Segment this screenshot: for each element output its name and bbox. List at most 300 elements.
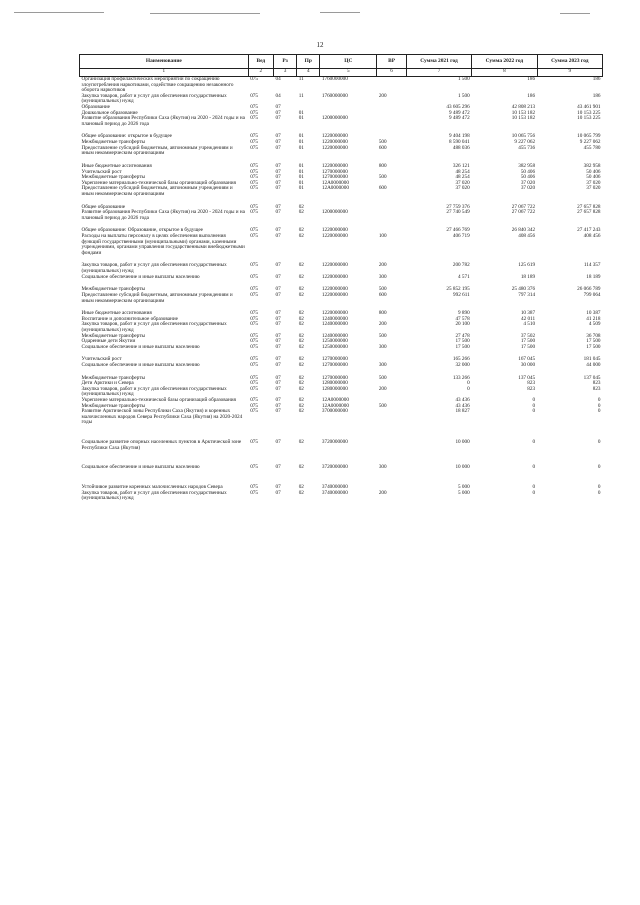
column-index: 5	[320, 69, 377, 77]
row-pr: 02	[298, 286, 304, 293]
row-sum-2023: 17 500	[586, 343, 601, 350]
row-sum-2022: 27 067 722	[511, 209, 536, 216]
row-sum-2022: 25 480 376	[511, 286, 536, 293]
row-pr: 02	[298, 315, 304, 322]
row-cs: 1220000000	[321, 273, 348, 280]
row-pr: 01	[298, 174, 304, 181]
row-vr	[377, 77, 407, 94]
row-sum-2021: 48 254	[455, 168, 470, 175]
column-index: 1	[80, 69, 249, 77]
row-rz: 07	[275, 374, 281, 381]
row-cs: 3720000000	[321, 464, 348, 471]
row-sum-2021: 5 000	[458, 483, 470, 490]
row-rz: 07	[275, 273, 281, 280]
row-sum-2022: 823	[527, 385, 536, 392]
row-name: Расходы на выплаты персоналу в целях обеспечения выполнения функций государственными (муниципальными) органами, казенными учреждениями, органами управления государственными внебюджетными фондами	[81, 233, 245, 256]
row-name: Развитие образования Республики Саха (Якутия) на 2020 - 2024 годы и на плановый период до 2026 года	[81, 209, 245, 221]
row-name: Межбюджетные трансферты	[81, 374, 146, 381]
row-ved: 075	[250, 310, 258, 317]
row-cs: 1220000000	[321, 310, 348, 317]
row-sum-2022: 10 065 756	[511, 133, 536, 140]
row-sum-2023: 0	[597, 483, 601, 490]
row-ved: 075	[250, 361, 258, 368]
row-ved: 075	[250, 162, 258, 169]
row-cs: 1250000000	[321, 343, 348, 350]
table-row	[80, 363, 603, 369]
column-index: 7	[406, 69, 471, 77]
row-name: Социальное обеспечение и иные выплаты населению	[81, 361, 200, 368]
row-pr: 01	[298, 139, 304, 146]
row-sum-2021: 1 500	[458, 76, 470, 82]
row-rz: 07	[275, 139, 281, 146]
row-ved: 075	[250, 144, 258, 151]
column-index: 4	[297, 69, 320, 77]
row-sum-2021: 4 571	[458, 273, 470, 280]
row-ved: 075	[250, 227, 258, 234]
row-ved: 075	[250, 343, 258, 350]
row-spacer-cell	[80, 451, 603, 458]
row-ved: 075	[250, 489, 258, 496]
scan-artifact	[560, 13, 590, 14]
row-pr: 11	[298, 92, 304, 99]
row-sum-2021: 17 500	[455, 338, 470, 345]
row-cs: 3740000000	[321, 489, 348, 496]
row-sum-2021: 9 890	[458, 310, 470, 317]
row-ved: 075	[250, 291, 258, 298]
row-sum-2022: 26 840 342	[511, 227, 536, 234]
row-sum-2021: 17 500	[455, 343, 470, 350]
table-row	[80, 322, 603, 333]
header-sum-2021: Сумма 2021 год	[406, 55, 471, 69]
row-sum-2021: 5 000	[458, 489, 470, 496]
row-sum-2022: 50 406	[520, 168, 536, 175]
row-rz: 07	[275, 233, 281, 240]
row-vr: 800	[378, 310, 387, 317]
row-cs: 1220000000	[321, 233, 348, 240]
row-ved: 075	[250, 185, 258, 192]
row-sum-2021: 27 478	[455, 332, 470, 339]
row-sum-2022: 17 500	[520, 338, 536, 345]
row-sum-2022: 27 067 722	[511, 203, 536, 210]
row-sum-2021: 32 000	[455, 361, 470, 368]
row-ved: 075	[250, 315, 258, 322]
row-sum-2022: 0	[532, 402, 536, 409]
row-name: Иные бюджетные ассигнования	[81, 310, 152, 317]
row-rz: 07	[275, 361, 281, 368]
row-cs: 1200000000	[321, 115, 348, 122]
row-sum-2023: 0	[597, 489, 601, 496]
row-sum-2023: 36 708	[586, 332, 601, 339]
header-rz: Рз	[274, 55, 297, 69]
row-sum-2021: 9 489 472	[448, 115, 470, 122]
row-vr: 300	[378, 361, 387, 368]
row-sum-2023: 27 657 828	[577, 203, 601, 210]
row-pr: 02	[298, 203, 304, 210]
row-spacer	[80, 451, 603, 458]
table-row	[80, 440, 603, 451]
row-cs: 1270000000	[321, 168, 348, 175]
table-row	[80, 186, 603, 197]
row-sum-2023: 0	[597, 397, 601, 404]
row-ved: 075	[250, 338, 258, 345]
row-sum-2021: 326 121	[452, 162, 470, 169]
row-name: Учительский рост	[81, 356, 122, 363]
row-sum-2022: 0	[532, 483, 536, 490]
row-name: Развитие Арктической зоны Республики Саха (Якутия) и коренных малочисленных народов Севера Республики Саха (Якутия) на 2020-2024 годы	[81, 408, 243, 426]
row-vr	[377, 409, 407, 426]
scan-artifact	[14, 12, 104, 13]
row-name: Общее образование: Образование, открытое в будущее	[81, 227, 203, 234]
row-ved: 075	[250, 397, 258, 404]
column-index: 3	[274, 69, 297, 77]
column-index: 2	[248, 69, 273, 77]
row-sum-2023: 0	[597, 464, 601, 471]
row-sum-2022: 137 045	[518, 374, 536, 381]
row-cs: 1220000000	[321, 286, 348, 293]
row-rz: 07	[275, 380, 281, 387]
row-sum-2021: 0	[467, 380, 470, 387]
table-row	[80, 234, 603, 256]
row-pr: 02	[298, 227, 304, 234]
row-sum-2023: 799 064	[583, 291, 601, 298]
row-cs: 1270000000	[321, 174, 348, 181]
row-cs: 3700000000	[321, 408, 348, 415]
row-rz: 07	[275, 343, 281, 350]
row-name: Укрепление материально-технической базы организаций образования	[81, 179, 236, 186]
row-pr: 02	[298, 233, 304, 240]
row-ved: 075	[250, 115, 258, 122]
row-sum-2023: 186	[592, 76, 601, 82]
header-ved: Вед	[248, 55, 273, 69]
row-cs: 1220000000	[321, 162, 348, 169]
row-sum-2022: 10 387	[520, 310, 536, 317]
row-sum-2023: 137 045	[583, 374, 601, 381]
row-sum-2021: 27 466 769	[446, 227, 470, 234]
row-pr: 11	[298, 76, 304, 82]
row-vr: 800	[378, 162, 387, 169]
row-sum-2021: 25 852 195	[446, 286, 470, 293]
row-ved: 075	[250, 209, 258, 216]
row-ved: 075	[250, 203, 258, 210]
row-pr: 02	[298, 439, 304, 446]
header-sum-2023: Сумма 2023 год	[537, 55, 602, 69]
row-vr: 200	[378, 321, 387, 328]
table-row	[80, 77, 603, 94]
row-spacer-cell	[80, 426, 603, 433]
row-sum-2022: 37 020	[520, 185, 536, 192]
row-pr: 02	[298, 310, 304, 317]
row-pr: 02	[298, 343, 304, 350]
row-vr: 200	[378, 385, 387, 392]
row-sum-2022: 18 189	[520, 273, 536, 280]
row-cs: 12А0000000	[321, 185, 349, 192]
row-sum-2022: 167 045	[518, 356, 536, 363]
row-cs: 1200000000	[321, 209, 348, 216]
column-index: 6	[377, 69, 407, 77]
row-sum-2023: 18 189	[586, 273, 601, 280]
row-name: Общее образование	[81, 203, 126, 210]
row-ved: 075	[250, 321, 258, 328]
row-pr: 02	[298, 483, 304, 490]
row-ved: 075	[250, 133, 258, 140]
row-name: Укрепление материально-технической базы организаций образования	[81, 397, 236, 404]
header-name: Наименование	[80, 55, 249, 69]
row-pr: 01	[298, 179, 304, 186]
row-rz: 07	[275, 489, 281, 496]
row-name: Предоставление субсидий бюджетным, автономным учреждениям и иным некоммерческим организациям	[81, 144, 233, 157]
row-sum-2021: 406 719	[452, 233, 470, 240]
row-sum-2021: 20 100	[455, 321, 470, 328]
row-name: Социальное развитие опорных населенных пунктов в Арктической зоне Республики Саха (Якутия)	[81, 439, 242, 451]
row-cs: 12А0000000	[321, 179, 349, 186]
row-rz: 07	[275, 104, 281, 111]
row-vr: 600	[378, 291, 387, 298]
row-vr: 300	[378, 343, 387, 350]
row-rz: 07	[275, 109, 281, 116]
row-pr: 02	[298, 273, 304, 280]
row-pr: 01	[298, 115, 304, 122]
row-ved: 075	[250, 109, 258, 116]
row-vr: 200	[378, 262, 387, 269]
row-name: Социальное обеспечение и иные выплаты населению	[81, 273, 200, 280]
row-name: Развитие образования Республики Саха (Якутия) на 2020 - 2024 годы и на плановый период до 2026 года	[81, 115, 245, 127]
row-vr: 500	[378, 374, 387, 381]
table-row	[80, 275, 603, 281]
row-vr	[377, 116, 407, 127]
row-sum-2021: 8 590 041	[448, 139, 470, 146]
row-ved: 075	[250, 262, 258, 269]
row-rz: 07	[275, 397, 281, 404]
row-vr	[377, 440, 407, 451]
table-row	[80, 263, 603, 274]
row-sum-2021: 37 020	[455, 185, 470, 192]
row-sum-2022: 37 020	[520, 179, 536, 186]
row-cs: 1270000000	[321, 374, 348, 381]
header-pr: Пр	[297, 55, 320, 69]
row-cs: 3740000000	[321, 483, 348, 490]
column-index: 9	[537, 69, 602, 77]
row-name: Общее образование: открытое в будущее	[81, 133, 172, 140]
row-pr: 02	[298, 209, 304, 216]
table-header-row	[80, 55, 603, 69]
row-name: Одаренные дети Якутии	[81, 338, 136, 345]
page-number: 12	[316, 41, 324, 49]
row-ved: 075	[250, 385, 258, 392]
row-cs: 1220000000	[321, 227, 348, 234]
row-vr: 200	[378, 92, 387, 99]
row-sum-2021: 43 436	[455, 397, 470, 404]
row-ved: 075	[250, 139, 258, 146]
row-sum-2023: 823	[592, 385, 601, 392]
row-ved: 075	[250, 174, 258, 181]
row-pr: 02	[298, 321, 304, 328]
row-ved: 075	[250, 286, 258, 293]
row-sum-2021: 1 500	[458, 92, 470, 99]
table-row	[80, 146, 603, 157]
row-sum-2021: 992 611	[453, 291, 470, 298]
row-pr: 02	[298, 361, 304, 368]
row-name: Межбюджетные трансферты	[81, 402, 146, 409]
row-sum-2023: 0	[597, 439, 601, 446]
row-sum-2023: 408 456	[583, 233, 601, 240]
row-sum-2023: 10 153 225	[577, 115, 601, 122]
row-sum-2023: 0	[597, 402, 601, 409]
row-cs: 1270000000	[321, 361, 348, 368]
row-name: Закупка товаров, работ и услуг для обеспечения государственных (муниципальных) нужд	[81, 489, 227, 502]
row-pr: 01	[298, 162, 304, 169]
row-ved: 075	[250, 464, 258, 471]
row-vr	[377, 210, 407, 221]
row-sum-2023: 37 020	[586, 185, 601, 192]
row-spacer	[80, 471, 603, 478]
row-sum-2023: 10 065 799	[577, 133, 601, 140]
row-sum-2022: 125 619	[518, 262, 536, 269]
row-name: Межбюджетные трансферты	[81, 174, 146, 181]
row-name: Дошкольное образование	[81, 109, 138, 116]
row-cs: 1220000000	[321, 144, 348, 151]
row-name: Образование	[81, 104, 110, 111]
row-rz: 07	[275, 321, 281, 328]
row-rz: 07	[275, 174, 281, 181]
row-sum-2021: 37 020	[455, 179, 470, 186]
budget-table	[79, 54, 603, 502]
row-sum-2022: 0	[532, 397, 536, 404]
row-ved: 075	[250, 92, 258, 99]
header-vr: ВР	[377, 55, 407, 69]
row-sum-2023: 44 000	[586, 361, 601, 368]
row-vr: 500	[378, 139, 387, 146]
row-vr: 500	[378, 402, 387, 409]
row-rz: 07	[275, 408, 281, 415]
row-pr: 02	[298, 380, 304, 387]
row-sum-2023: 41 218	[586, 315, 601, 322]
row-ved: 075	[250, 374, 258, 381]
row-pr: 01	[298, 144, 304, 151]
row-sum-2021: 488 036	[452, 144, 470, 151]
row-sum-2023: 50 406	[586, 174, 601, 181]
row-sum-2023: 26 066 789	[577, 286, 601, 293]
row-pr: 01	[298, 133, 304, 140]
row-rz: 07	[275, 203, 281, 210]
row-sum-2022: 42 808 213	[511, 104, 536, 111]
row-cs: 1280000000	[321, 385, 348, 392]
row-pr: 02	[298, 262, 304, 269]
row-cs: 12А0000000	[321, 397, 349, 404]
row-cs: 1220000000	[321, 262, 348, 269]
table-row	[80, 293, 603, 304]
row-cs: 12А0000000	[321, 402, 349, 409]
row-sum-2023: 50 406	[586, 168, 601, 175]
row-ved: 075	[250, 233, 258, 240]
row-cs: 1220000000	[321, 133, 348, 140]
row-sum-2023: 823	[592, 380, 601, 387]
row-sum-2022: 186	[527, 76, 536, 82]
row-sum-2021: 43 605 296	[446, 104, 470, 111]
row-name: Дети Арктики и Севера	[81, 380, 134, 387]
row-name: Воспитание и дополнительное образование	[81, 315, 178, 322]
row-sum-2022: 408 456	[518, 233, 536, 240]
row-sum-2022: 0	[532, 489, 536, 496]
row-sum-2021: 133 266	[452, 374, 470, 381]
row-sum-2023: 181 045	[583, 356, 601, 363]
row-sum-2021: 200 782	[452, 262, 470, 269]
row-sum-2023: 17 500	[586, 338, 601, 345]
table-body	[80, 77, 603, 502]
row-rz: 07	[275, 185, 281, 192]
row-ved: 075	[250, 104, 258, 111]
row-cs: 3720000000	[321, 439, 348, 446]
row-sum-2022: 0	[532, 464, 536, 471]
row-sum-2021: 27 759 376	[446, 203, 470, 210]
row-ved: 075	[250, 168, 258, 175]
row-sum-2022: 0	[532, 439, 536, 446]
row-name: Межбюджетные трансферты	[81, 332, 146, 339]
row-name: Социальное обеспечение и иные выплаты населению	[81, 343, 200, 350]
row-sum-2022: 30 000	[520, 361, 536, 368]
row-sum-2023: 10 153 225	[577, 109, 601, 116]
row-pr: 02	[298, 408, 304, 415]
row-rz: 07	[275, 402, 281, 409]
row-cs: 1270000000	[321, 356, 348, 363]
row-sum-2021: 27 740 549	[446, 209, 470, 216]
row-name: Межбюджетные трансферты	[81, 286, 146, 293]
row-cs: 1220000000	[321, 291, 348, 298]
table-row	[80, 210, 603, 221]
row-sum-2022: 823	[527, 380, 536, 387]
row-vr: 200	[378, 489, 387, 496]
scan-artifact	[320, 12, 360, 13]
row-sum-2022: 42 011	[521, 315, 536, 322]
row-pr: 01	[298, 168, 304, 175]
row-sum-2022: 186	[527, 92, 536, 99]
row-pr: 01	[298, 109, 304, 116]
row-vr: 100	[378, 233, 387, 240]
row-vr: 300	[378, 464, 387, 471]
row-sum-2023: 0	[597, 408, 601, 415]
row-rz: 07	[275, 356, 281, 363]
row-sum-2022: 455 736	[518, 144, 536, 151]
row-rz: 07	[275, 133, 281, 140]
row-sum-2022: 10 153 182	[511, 109, 536, 116]
row-sum-2023: 455 780	[583, 144, 601, 151]
header-sum-2022: Сумма 2022 год	[472, 55, 537, 69]
row-rz: 07	[275, 168, 281, 175]
row-rz: 07	[275, 179, 281, 186]
row-pr: 02	[298, 356, 304, 363]
row-sum-2022: 797 314	[518, 291, 536, 298]
row-sum-2021: 43 436	[455, 402, 470, 409]
row-sum-2021: 0	[467, 385, 470, 392]
row-cs: 1240000000	[321, 315, 348, 322]
table-row	[80, 345, 603, 351]
row-rz: 07	[275, 286, 281, 293]
row-ved: 075	[250, 356, 258, 363]
row-cs: 1280000000	[321, 380, 348, 387]
row-rz: 07	[275, 439, 281, 446]
row-sum-2021: 10 000	[455, 464, 470, 471]
row-rz: 07	[275, 227, 281, 234]
row-vr: 500	[378, 174, 387, 181]
row-name: Предоставление субсидий бюджетным, автономным учреждениям и иным некоммерческим организациям	[81, 185, 233, 197]
row-rz: 07	[275, 209, 281, 216]
row-ved: 075	[250, 439, 258, 446]
row-name: Учительский рост	[81, 168, 122, 175]
row-sum-2021: 165 266	[452, 356, 470, 363]
row-sum-2023: 4 509	[588, 321, 601, 328]
row-pr: 01	[298, 185, 304, 192]
row-ved: 075	[250, 380, 258, 387]
row-cs: 1760000000	[321, 76, 348, 82]
